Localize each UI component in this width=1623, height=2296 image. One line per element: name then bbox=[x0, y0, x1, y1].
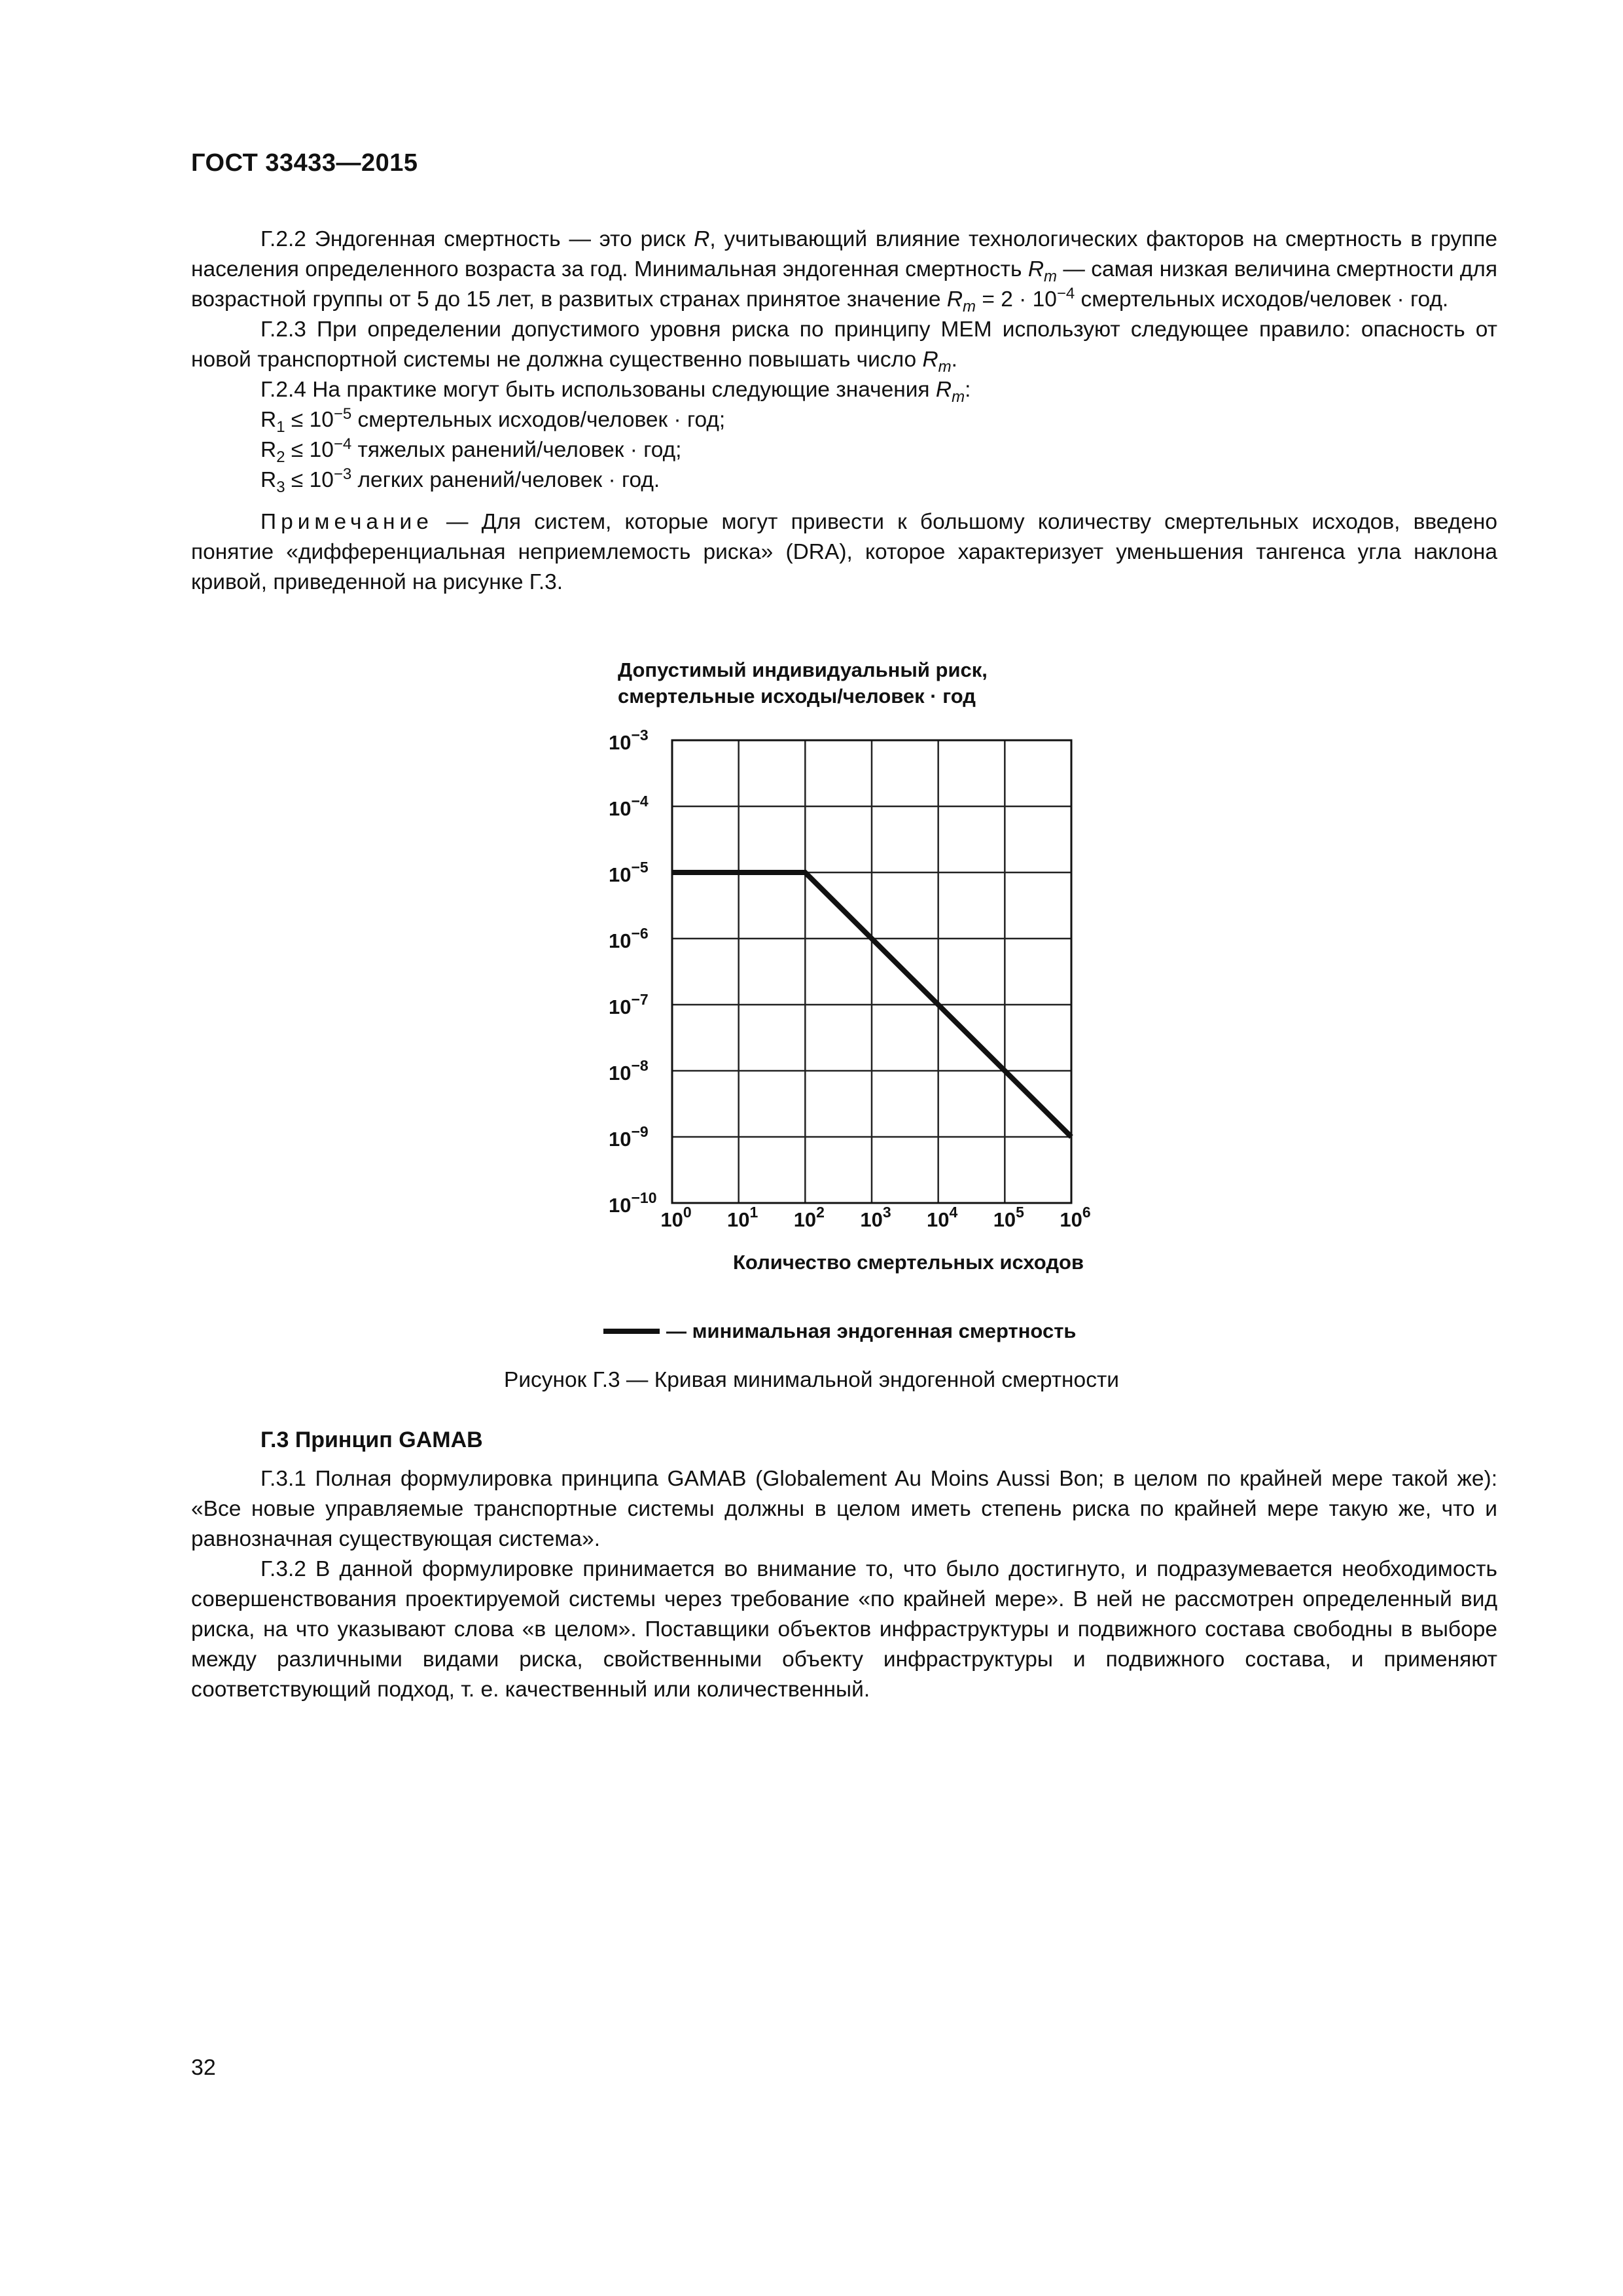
x-tick-label: $10^5$ bbox=[993, 1204, 1024, 1231]
formula-r1: $R_1 \le 10^{-5}$ смертельных исходов/человек · год; bbox=[260, 405, 726, 436]
paragraph-g31: Г.3.1 Полная формулировка принципа GAMAB (Globalement Au Moins Aussi Bon; в целом по крайней мере такой же): «Все новые управляемые транспортные системы должны в целом иметь степень риска по крайней мере такую же, что и равнозначная существующая система». bbox=[191, 1467, 1497, 1551]
paragraph-g22: Г.2.2 Эндогенная смертность — это риск R, учитывающий влияние технологических факторов на смертность в группе населения определенного возраста за год. Минимальная эндогенная смертность $R_m$ — самая низкая величина смертности для возрастной группы от 5 до 15 лет, в развитых странах принятое значение $R_m = 2 \cdot 10^{-4}$ смертельных исходов/человек · год. bbox=[191, 227, 1498, 315]
x-tick-label: $10^6$ bbox=[1060, 1204, 1091, 1231]
y-tick-label: $10^{-6}$ bbox=[609, 925, 649, 952]
y-tick-label: $10^{-10}$ bbox=[609, 1189, 657, 1217]
y-tick-label: $10^{-8}$ bbox=[609, 1057, 649, 1085]
x-tick-label: $10^3$ bbox=[860, 1204, 891, 1231]
paragraph-g24: Г.2.4 На практике могут быть использованы следующие значения $R_m$: bbox=[260, 378, 971, 406]
x-tick-label: $10^4$ bbox=[927, 1204, 958, 1231]
x-tick-label: $10^1$ bbox=[727, 1204, 758, 1231]
chart-title-line2: смертельные исходы/человек · год bbox=[618, 685, 976, 708]
chart-legend bbox=[603, 1319, 1076, 1343]
y-tick-label: $10^{-5}$ bbox=[609, 859, 649, 886]
section-g3-block bbox=[191, 1425, 1497, 1705]
y-tick-label: $10^{-3}$ bbox=[609, 726, 649, 754]
document-header: ГОСТ 33433—2015 bbox=[191, 149, 418, 177]
y-tick-label: $10^{-7}$ bbox=[609, 991, 649, 1018]
x-tick-label: $10^2$ bbox=[793, 1204, 825, 1231]
note-paragraph: Примечание — Для систем, которые могут привести к большому количеству смертельных исходов, введено понятие «дифференциальная неприемлемость риска» (DRA), которое характеризует уменьшения тангенса угла наклона кривой, приведенной на рисунке Г.3. bbox=[191, 510, 1497, 594]
figure-caption: Рисунок Г.3 — Кривая минимальной эндогенной смертности bbox=[503, 1368, 1119, 1392]
x-tick-label: $10^0$ bbox=[660, 1204, 692, 1231]
chart-x-axis-label: Количество смертельных исходов bbox=[733, 1251, 1084, 1274]
y-tick-label: $10^{-9}$ bbox=[609, 1123, 649, 1151]
page-number: 32 bbox=[191, 2055, 216, 2080]
legend-prefix: — bbox=[666, 1319, 687, 1342]
note-label: Примечание bbox=[260, 510, 433, 534]
chart-title-line1: Допустимый индивидуальный риск, bbox=[618, 658, 988, 681]
legend-line-swatch bbox=[603, 1329, 660, 1334]
y-tick-label: $10^{-4}$ bbox=[609, 793, 649, 820]
section-heading-g3: Г.3 Принцип GAMAB bbox=[260, 1427, 483, 1452]
formula-r2: $R_2 \le 10^{-4}$ тяжелых ранений/человек · год; bbox=[260, 435, 682, 466]
paragraph-g32: Г.3.2 В данной формулировке принимается во внимание то, что было достигнуто, и подразумевается необходимость совершенствования проектируемой системы через требование «по крайней мере». В ней не рассмотрен определенный вид риска, на что указывают слова «в целом». Поставщики объектов инфраструктуры и подвижного состава свободны в выборе между различными видами риска, свойственными объекту инфраструктуры и подвижного состава, и применяют соответствующий подход, т. е. качественный или количественный. bbox=[191, 1557, 1497, 1702]
legend-series-name: минимальная эндогенная смертность bbox=[692, 1319, 1077, 1342]
paragraph-g23: Г.2.3 При определении допустимого уровня риска по принципу МЕМ используют следующее правило: опасность от новой транспортной системы не должна существенно повышать число $R_m$. bbox=[191, 317, 1497, 376]
formula-r3: $R_3 \le 10^{-3}$ легких ранений/человек · год. bbox=[260, 465, 660, 496]
